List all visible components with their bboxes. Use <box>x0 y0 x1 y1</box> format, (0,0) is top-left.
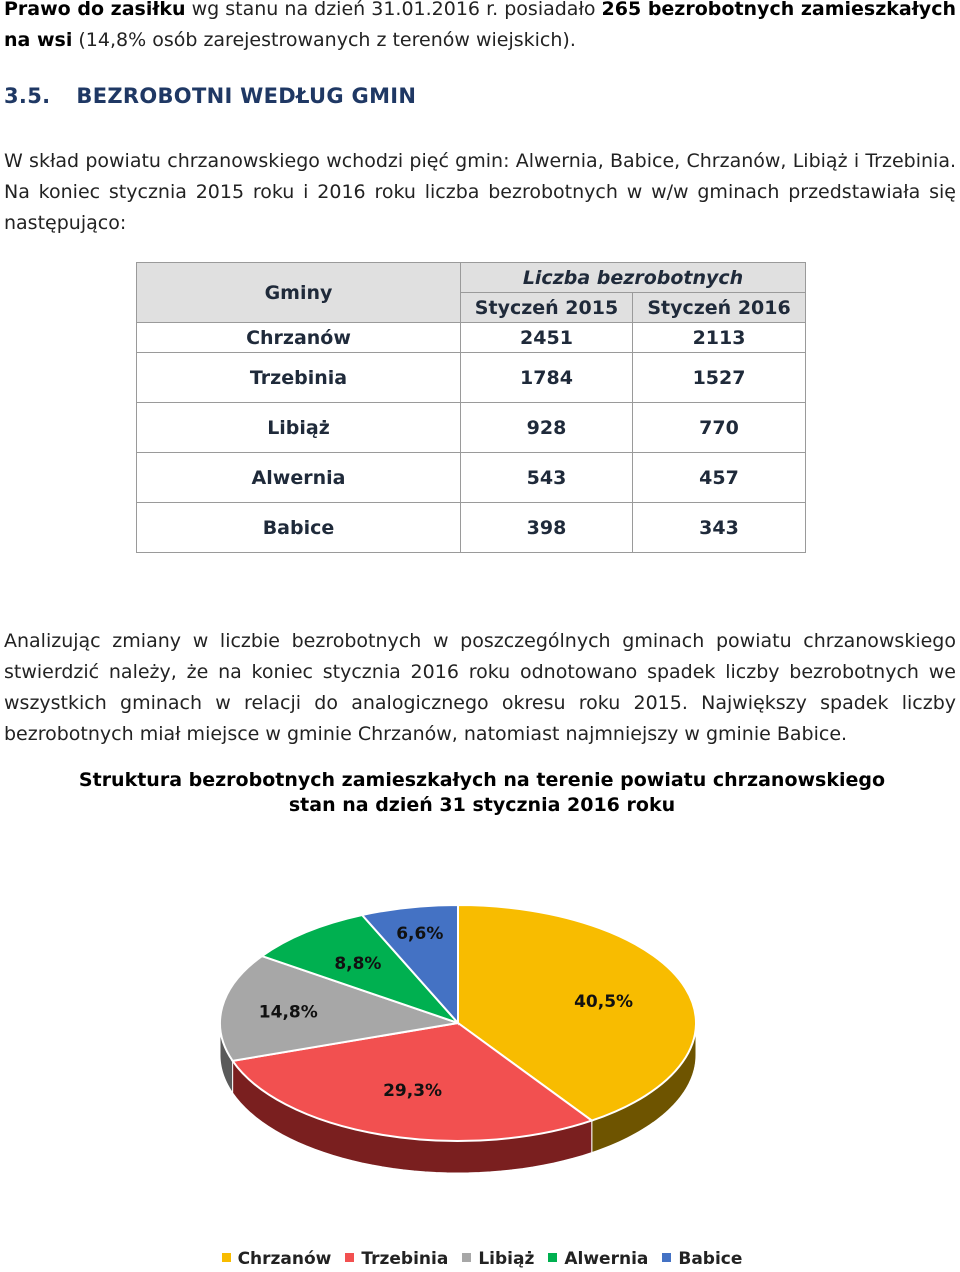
paragraph-analysis: Analizując zmiany w liczbie bezrobotnych w poszczególnych gminach powiatu chrzanowskiego stwierdzić należy, że na koniec stycznia 2016 roku odnotowano spadek liczby bezrobotnych we wszystkich gminach w relacji do analogicznego okresu roku 2015. Największy spadek liczby bezrobotnych miał miejsce w gminie Chrzanów, natomiast najmniejszy w gminie Babice. <box>4 630 956 745</box>
cell-2015: 543 <box>461 453 633 503</box>
legend-label: Trzebinia <box>361 1249 449 1269</box>
legend-swatch <box>345 1253 354 1262</box>
section-title: BEZROBOTNI WEDŁUG GMIN <box>76 84 417 108</box>
header-styczen-2016: Styczeń 2016 <box>633 293 806 323</box>
paragraph-gminy-intro: W skład powiatu chrzanowskiego wchodzi pięć gmin: Alwernia, Babice, Chrzanów, Libiąż i Trzebinia. Na koniec stycznia 2015 roku i 2016 roku liczba bezrobotnych w w/w gminach przedstawiała się następująco: <box>4 150 956 234</box>
chart-title: Struktura bezrobotnych zamieszkałych na terenie powiatu chrzanowskiego <box>78 769 886 791</box>
cell-gmina: Alwernia <box>137 453 461 503</box>
legend-swatch <box>222 1253 231 1262</box>
legend-label: Alwernia <box>564 1249 649 1269</box>
legend-label: Chrzanów <box>237 1249 332 1269</box>
pie-label-trzebinia: 29,3% <box>383 1081 443 1102</box>
cell-2015: 398 <box>461 503 633 553</box>
cell-2015: 2451 <box>461 323 633 353</box>
cell-gmina: Chrzanów <box>137 323 461 353</box>
chart-subtitle: stan na dzień 31 stycznia 2016 roku <box>288 794 676 816</box>
pie-label-libiaz: 14,8% <box>258 1002 318 1023</box>
legend-swatch <box>548 1253 557 1262</box>
intro-text-2: (14,8% osób zarejestrowanych z terenów wiejskich). <box>72 29 576 51</box>
legend-swatch <box>662 1253 671 1262</box>
cell-2016: 343 <box>633 503 806 553</box>
legend-label: Babice <box>678 1249 743 1269</box>
header-gminy: Gminy <box>137 263 461 323</box>
cell-2016: 2113 <box>633 323 806 353</box>
legend-label: Libiąż <box>478 1249 535 1269</box>
intro-bold-1: Prawo do zasiłku <box>4 0 186 20</box>
section-number: 3.5. <box>4 84 51 108</box>
header-liczba-bezrobotnych: Liczba bezrobotnych <box>461 263 806 293</box>
chart-legend <box>0 1249 960 1269</box>
cell-gmina: Libiąż <box>137 403 461 453</box>
cell-2015: 928 <box>461 403 633 453</box>
cell-2016: 770 <box>633 403 806 453</box>
pie-label-alwernia: 8,8% <box>334 954 382 974</box>
cell-gmina: Babice <box>137 503 461 553</box>
cell-2016: 457 <box>633 453 806 503</box>
legend-swatch <box>462 1253 471 1262</box>
legend-item-babice <box>662 1249 742 1269</box>
cell-2015: 1784 <box>461 353 633 403</box>
pie-label-chrzanow: 40,5% <box>574 991 634 1012</box>
intro-bold-2: 265 bezrobotnych zamieszkałych na wsi <box>4 0 956 51</box>
cell-2016: 1527 <box>633 353 806 403</box>
legend-item-alwernia <box>548 1249 648 1269</box>
cell-gmina: Trzebinia <box>137 353 461 403</box>
legend-item-libiaz <box>462 1249 534 1269</box>
intro-text-1: wg stanu na dzień 31.01.2016 r. posiadało <box>185 0 602 20</box>
legend-item-trzebinia <box>345 1249 448 1269</box>
legend-item-chrzanow <box>222 1249 332 1269</box>
pie-label-babice: 6,6% <box>396 923 444 944</box>
header-styczen-2015: Styczeń 2015 <box>461 293 633 323</box>
